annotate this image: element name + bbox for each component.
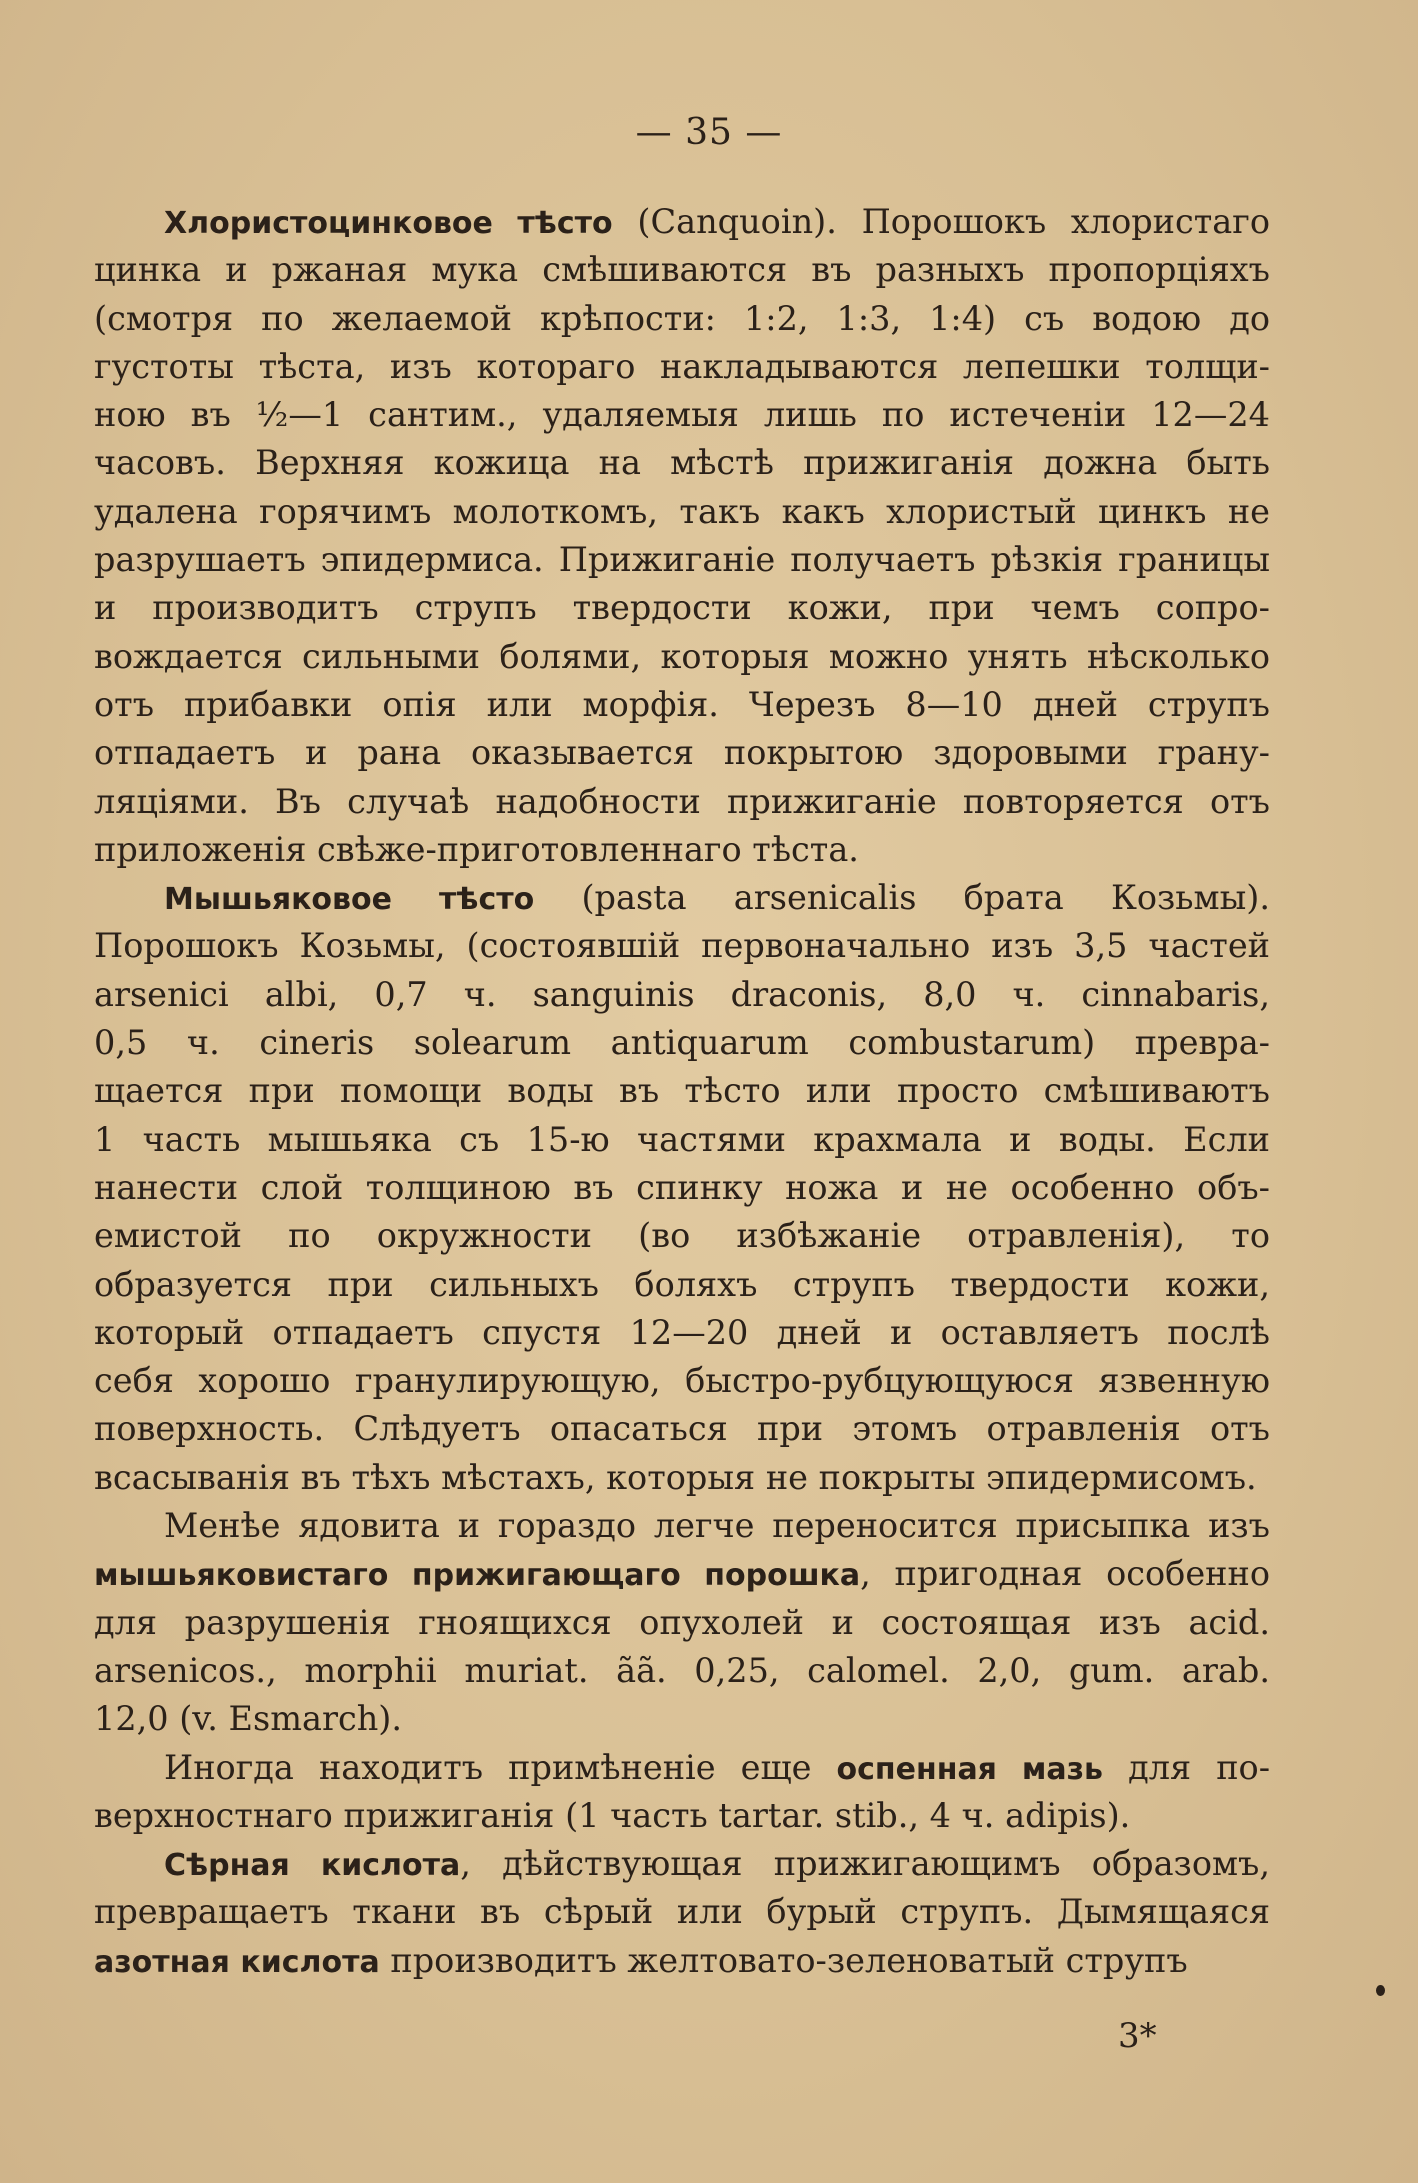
text-run: 0,5 ч. cineris solearum antiquarum combustarum) превра- bbox=[94, 1023, 1270, 1063]
text-line bbox=[94, 1744, 1270, 1792]
text-run: и производитъ струпъ твердости кожи, при чемъ сопро- bbox=[94, 588, 1270, 628]
text-line bbox=[94, 1357, 1270, 1405]
text-run: превращаетъ ткани въ сѣрый или бурый струпъ. Дымящаяся bbox=[94, 1892, 1270, 1932]
text-line bbox=[94, 633, 1270, 681]
term-heading: Мышьяковое тѣсто bbox=[164, 882, 535, 918]
text-line bbox=[94, 1309, 1270, 1357]
text-run: , дѣйствующая прижигающимъ образомъ, bbox=[460, 1844, 1270, 1884]
text-line bbox=[94, 1454, 1270, 1502]
body-text bbox=[94, 198, 1270, 1985]
text-run: вождается сильными болями, которыя можно унять нѣсколько bbox=[94, 636, 1270, 676]
text-line bbox=[94, 1116, 1270, 1164]
text-run: производитъ желтовато-зеленоватый струпъ bbox=[379, 1940, 1188, 1980]
text-line bbox=[94, 1405, 1270, 1453]
text-line bbox=[94, 1502, 1270, 1550]
text-run: Менѣе ядовита и гораздо легче переносится присыпка изъ bbox=[164, 1506, 1270, 1546]
text-run: 12,0 (v. Esmarch). bbox=[94, 1699, 403, 1739]
paragraph bbox=[94, 1744, 1270, 1841]
text-run: Порошокъ Козьмы, (состоявшій первоначально изъ 3,5 частей bbox=[94, 926, 1270, 966]
paragraph bbox=[94, 874, 1270, 1502]
text-line bbox=[94, 246, 1270, 294]
text-run: ляціями. Въ случаѣ надобности прижиганіе повторяется отъ bbox=[94, 781, 1270, 821]
text-line bbox=[94, 488, 1270, 536]
text-run: (Canquoin). Порошокъ хлористаго bbox=[612, 202, 1270, 241]
text-line bbox=[94, 1164, 1270, 1212]
text-run: arsenicos., morphii muriat. ãã. 0,25, calomel. 2,0, gum. arab. bbox=[94, 1650, 1270, 1690]
text-run: щается при помощи воды въ тѣсто или просто смѣшиваютъ bbox=[94, 1071, 1270, 1111]
text-line bbox=[94, 1695, 1270, 1743]
text-line bbox=[94, 1019, 1270, 1067]
text-line bbox=[94, 1067, 1270, 1115]
term-heading: оспенная мазь bbox=[836, 1751, 1103, 1787]
text-run: себя хорошо гранулирующую, быстро-рубцующуюся язвенную bbox=[94, 1361, 1270, 1401]
text-line bbox=[94, 971, 1270, 1019]
text-run: который отпадаетъ спустя 12—20 дней и оставляетъ послѣ bbox=[94, 1312, 1270, 1352]
text-run: , пригодная особенно bbox=[860, 1554, 1270, 1594]
ink-dot bbox=[1376, 1985, 1385, 1996]
text-line bbox=[94, 1261, 1270, 1309]
text-run: густоты тѣста, изъ котораго накладываются лепешки толщи- bbox=[94, 346, 1270, 386]
text-run: цинка и ржаная мука смѣшиваются въ разныхъ пропорціяхъ bbox=[94, 250, 1270, 290]
signature-mark: 3* bbox=[1118, 2016, 1157, 2056]
text-run: нанести слой толщиною въ спинку ножа и не особенно объ- bbox=[94, 1167, 1270, 1207]
text-run: 1 часть мышьяка съ 15-ю частями крахмала и воды. Если bbox=[94, 1119, 1270, 1159]
paragraph bbox=[94, 1502, 1270, 1743]
text-run: для разрушенія гноящихся опухолей и состоящая изъ acid. bbox=[94, 1602, 1270, 1642]
text-line bbox=[94, 198, 1270, 246]
text-line bbox=[94, 343, 1270, 391]
text-run: (pasta arsenicalis брата Козьмы). bbox=[534, 878, 1270, 918]
text-run: (смотря по желаемой крѣпости: 1:2, 1:3, 1:4) съ водою до bbox=[94, 298, 1270, 338]
text-run: приложенія свѣже-приготовленнаго тѣста. bbox=[94, 829, 859, 869]
text-line bbox=[94, 1840, 1270, 1888]
text-run: отпадаетъ и рана оказывается покрытою здоровыми грану- bbox=[94, 733, 1270, 773]
term-heading: Сѣрная кислота bbox=[164, 1848, 461, 1884]
text-line bbox=[94, 1888, 1270, 1936]
text-run: часовъ. Верхняя кожица на мѣстѣ прижиганія дожна быть bbox=[94, 443, 1270, 483]
text-line bbox=[94, 874, 1270, 922]
text-line bbox=[94, 1599, 1270, 1647]
text-run: емистой по окружности (во избѣжаніе отравленія), то bbox=[94, 1216, 1270, 1256]
text-line bbox=[94, 826, 1270, 874]
text-line bbox=[94, 1212, 1270, 1260]
term-heading: азотная кислота bbox=[94, 1944, 380, 1980]
term-heading: Хлористоцинковое тѣсто bbox=[164, 206, 613, 241]
paragraph bbox=[94, 198, 1270, 874]
text-line bbox=[94, 1792, 1270, 1840]
text-run: поверхность. Слѣдуетъ опасаться при этомъ отравленія отъ bbox=[94, 1409, 1270, 1449]
text-line bbox=[94, 439, 1270, 487]
text-run: ною въ ½—1 сантим., удаляемыя лишь по истеченіи 12—24 bbox=[94, 395, 1270, 435]
term-heading: мышьяковистаго прижигающаго порошка bbox=[94, 1558, 861, 1594]
text-line bbox=[94, 295, 1270, 343]
text-line bbox=[94, 584, 1270, 632]
text-line bbox=[94, 778, 1270, 826]
text-line bbox=[94, 729, 1270, 777]
text-line bbox=[94, 1647, 1270, 1695]
text-line bbox=[94, 681, 1270, 729]
page-number: — 35 — bbox=[635, 112, 783, 153]
text-run: для по- bbox=[1103, 1747, 1270, 1787]
text-line bbox=[94, 391, 1270, 439]
text-run: верхностнаго прижиганія (1 часть tartar. stib., 4 ч. adipis). bbox=[94, 1795, 1131, 1835]
text-line bbox=[94, 922, 1270, 970]
text-run: Иногда находитъ примѣненіе еще bbox=[164, 1747, 837, 1787]
text-run: отъ прибавки опія или морфія. Черезъ 8—10 дней струпъ bbox=[94, 684, 1270, 724]
text-run: разрушаетъ эпидермиса. Прижиганіе получаетъ рѣзкія границы bbox=[94, 540, 1270, 580]
text-line bbox=[94, 1550, 1270, 1598]
text-run: всасыванія въ тѣхъ мѣстахъ, которыя не покрыты эпидермисомъ. bbox=[94, 1457, 1257, 1497]
paragraph bbox=[94, 1840, 1270, 1985]
text-line bbox=[94, 536, 1270, 584]
text-run: arsenici albi, 0,7 ч. sanguinis draconis, 8,0 ч. cinnabaris, bbox=[94, 974, 1270, 1014]
text-run: удалена горячимъ молоткомъ, такъ какъ хлористый цинкъ не bbox=[94, 491, 1270, 531]
text-run: образуется при сильныхъ боляхъ струпъ твердости кожи, bbox=[94, 1264, 1270, 1304]
text-line bbox=[94, 1937, 1270, 1985]
